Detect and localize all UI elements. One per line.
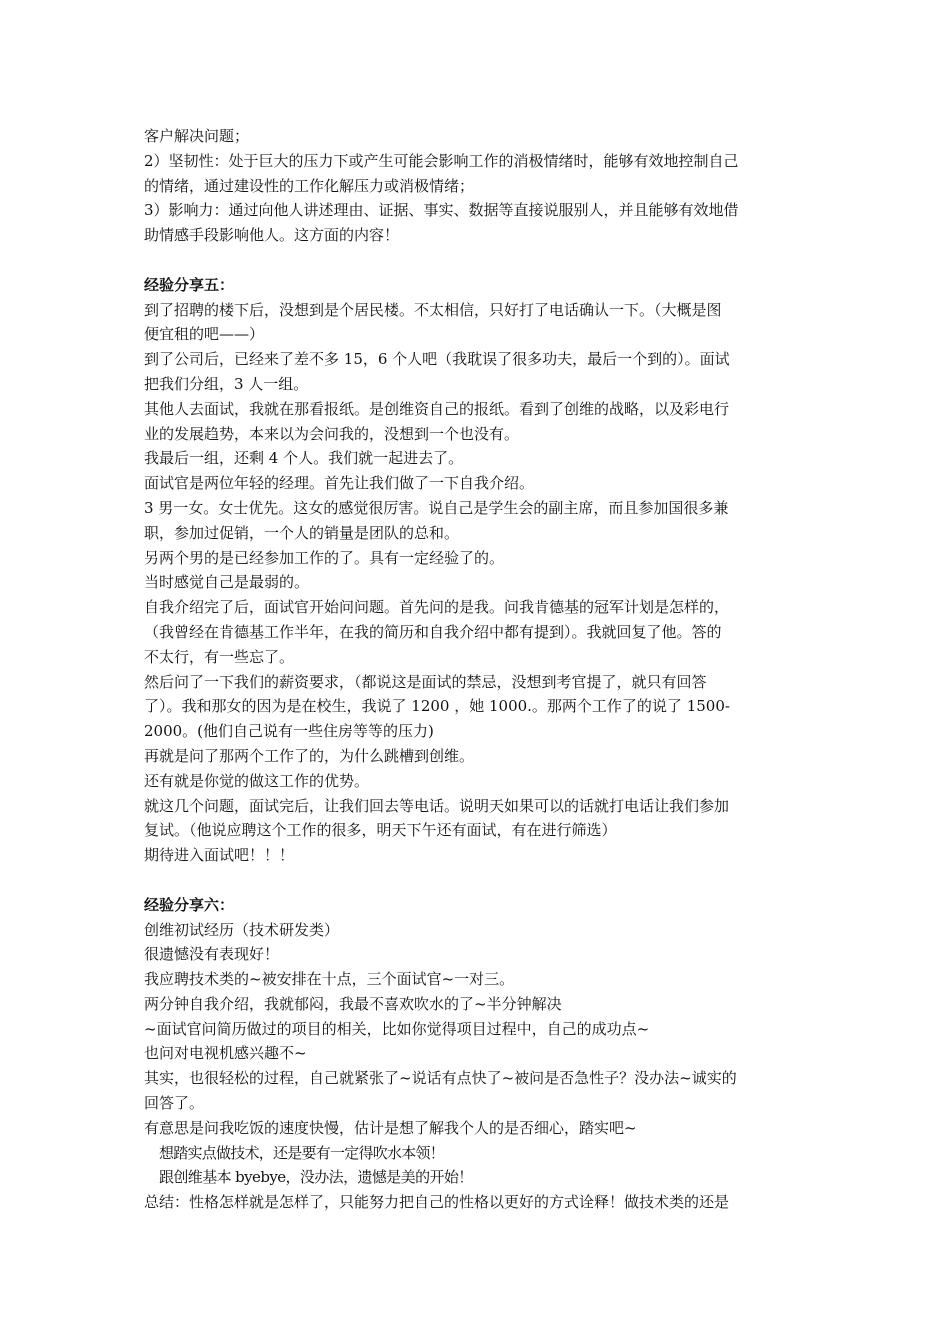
text-line: 3 男一女。女士优先。这女的感觉很厉害。说自己是学生会的副主席，而且参加国很多兼 (144, 498, 729, 517)
text-line: 我应聘技术类的~被安排在十点，三个面试官~一对三。 (144, 970, 515, 989)
document-body (144, 124, 808, 1215)
section-heading-6: 经验分享六： (144, 895, 235, 914)
text-line: 复试。（他说应聘这个工作的很多，明天下午还有面试，有在进行筛选） (144, 821, 617, 840)
text-line: 两分钟自我介绍，我就郁闷，我最不喜欢吹水的了~半分钟解决 (144, 994, 562, 1013)
text-line: 自我介绍完了后，面试官开始问问题。首先问的是我。问我肯德基的冠军计划是怎样的， (144, 598, 730, 617)
text-line: 再就是问了那两个工作了的，为什么跳槽到创维。 (144, 746, 475, 765)
text-line: （我曾经在肯德基工作半年，在我的简历和自我介绍中都有提到）。我就回复了他。答的 (144, 622, 722, 641)
section-6-body (144, 918, 808, 1216)
text-line: 当时感觉自己是最弱的。 (144, 573, 310, 592)
text-line: 其他人去面试，我就在那看报纸。是创维资自己的报纸。看到了创维的战略，以及彩电行 (144, 399, 730, 418)
text-line: 到了公司后，已经来了差不多 15，6 个人吧（我耽误了很多功夫，最后一个到的）。面试 (144, 350, 730, 369)
text-line: 把我们分组，3 人一组。 (144, 374, 309, 393)
text-line: 很遗憾没有表现好！ (144, 945, 280, 964)
text-line: 另两个男的是已经参加工作的了。具有一定经验了的。 (144, 548, 505, 567)
section-5-body (144, 298, 808, 868)
paragraph-spacer (144, 868, 808, 893)
text-line: 便宜租的吧——） (144, 325, 265, 344)
text-line: 还有就是你觉的做这工作的优势。 (144, 771, 370, 790)
text-line: 到了招聘的楼下后，没想到是个居民楼。不太相信，只好打了电话确认一下。（大概是图 (144, 300, 722, 319)
text-line: 面试官是两位年轻的经理。首先让我们做了一下自我介绍。 (144, 474, 535, 493)
text-line: 业的发展趋势，本来以为会问我的，没想到一个也没有。 (144, 424, 520, 443)
summary-line: 总结：性格怎样就是怎样了，只能努力把自己的性格以更好的方式诠释！做技术类的还是 (144, 1193, 730, 1212)
text-line: 也问对电视机感兴趣不~ (144, 1044, 307, 1063)
text-line: 2000。(他们自己说有一些住房等等的压力) (144, 722, 434, 741)
text-line: 期待进入面试吧！！！ (144, 846, 295, 865)
text-line: 其实，也很轻松的过程，自己就紧张了~说话有点快了~被问是否急性子？没办法~诚实的 (144, 1069, 737, 1088)
text-line: 3）影响力：通过向他人讲述理由、证据、事实、数据等直接说服别人，并且能够有效地借 (144, 201, 739, 220)
section-heading-5: 经验分享五： (144, 275, 235, 294)
text-line: 有意思是问我吃饭的速度快慢，估计是想了解我个人的是否细心，踏实吧~ (144, 1118, 637, 1137)
text-line: 职，参加过促销，一个人的销量是团队的总和。 (144, 523, 460, 542)
indented-text-line: 跟创维基本 byebye，没办法，遗憾是美的开始！ (159, 1168, 473, 1187)
text-line: 了）。我和那女的因为是在校生，我说了 1200 ，她 1000.。那两个工作了的说了 1500- (144, 697, 730, 716)
text-line: ~面试官问简历做过的项目的相关，比如你觉得项目过程中，自己的成功点~ (144, 1019, 650, 1038)
text-line: 2）坚韧性：处于巨大的压力下或产生可能会影响工作的消极情绪时，能够有效地控制自己 (144, 151, 739, 170)
text-line: 就这几个问题，面试完后，让我们回去等电话。说明天如果可以的话就打电话让我们参加 (144, 796, 730, 815)
text-line: 不太行，有一些忘了。 (144, 647, 295, 666)
text-line: 客户解决问题； (144, 127, 250, 145)
text-line: 助情感手段影响他人。这方面的内容！ (144, 226, 400, 245)
text-line: 的情绪，通过建设性的工作化解压力或消极情绪； (144, 176, 475, 195)
text-line: 我最后一组，还剩 4 个人。我们就一起进去了。 (144, 449, 464, 468)
text-line: 创维初试经历（技术研发类） (144, 920, 340, 939)
text-line: 回答了。 (144, 1094, 205, 1113)
paragraph-spacer (144, 248, 808, 273)
text-line: 然后问了一下我们的薪资要求，（都说这是面试的禁忌，没想到考官提了，就只有回答 (144, 672, 707, 691)
indented-text-line: 想踏实点做技术，还是要有一定得吹水本领！ (159, 1143, 445, 1162)
